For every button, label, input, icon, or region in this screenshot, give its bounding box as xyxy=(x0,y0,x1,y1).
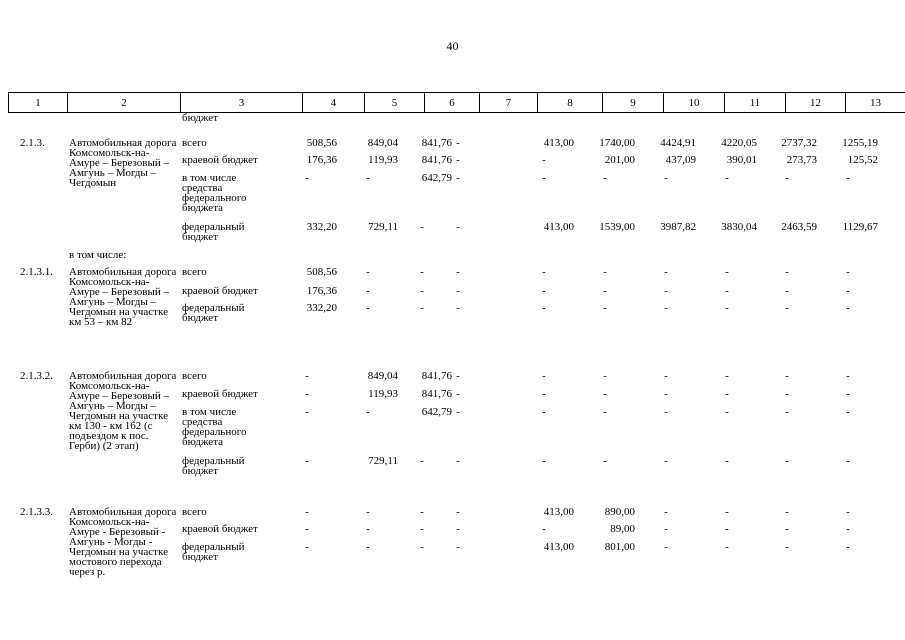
value-cell: - xyxy=(305,388,309,400)
value-cell: - xyxy=(664,388,668,400)
value-cell: - xyxy=(456,541,460,553)
value-cell: - xyxy=(456,221,460,233)
value-cell: - xyxy=(725,302,729,314)
value-cell: - xyxy=(785,388,789,400)
value-cell: - xyxy=(603,455,607,467)
value-cell: - xyxy=(420,541,424,553)
value-cell: 390,01 xyxy=(726,154,757,166)
value-cell: 801,00 xyxy=(604,541,635,553)
value-cell: - xyxy=(542,388,546,400)
value-cell: - xyxy=(785,266,789,278)
row-number: 2.1.3.1. xyxy=(20,266,53,278)
value-cell: - xyxy=(664,370,668,382)
value-cell: - xyxy=(420,506,424,518)
value-cell: - xyxy=(725,172,729,184)
value-cell: - xyxy=(542,285,546,297)
value-cell: - xyxy=(846,506,850,518)
header-col-8: 8 xyxy=(538,93,603,113)
header-col-9: 9 xyxy=(603,93,664,113)
funding-source: всего xyxy=(182,137,207,149)
value-cell: - xyxy=(846,541,850,553)
value-cell: - xyxy=(603,302,607,314)
header-col-10: 10 xyxy=(664,93,725,113)
value-cell: - xyxy=(456,388,460,400)
funding-source: всего xyxy=(182,370,207,382)
value-cell: - xyxy=(366,406,370,418)
value-cell: - xyxy=(725,285,729,297)
value-cell: - xyxy=(846,302,850,314)
value-cell: 1539,00 xyxy=(599,221,635,233)
value-cell: - xyxy=(725,388,729,400)
page-number: 40 xyxy=(446,39,459,53)
value-cell: - xyxy=(846,370,850,382)
funding-source: краевой бюджет xyxy=(182,154,258,166)
value-cell: - xyxy=(542,406,546,418)
value-cell: - xyxy=(456,455,460,467)
row-number: 2.1.3. xyxy=(20,137,45,149)
value-cell: 841,76 xyxy=(421,370,452,382)
row-number: 2.1.3.3. xyxy=(20,506,53,518)
funding-source: федеральный бюджет xyxy=(182,455,245,477)
value-cell: - xyxy=(664,455,668,467)
value-cell: 437,09 xyxy=(665,154,696,166)
header-col-4: 4 xyxy=(303,93,365,113)
value-cell: - xyxy=(603,406,607,418)
value-cell: - xyxy=(785,506,789,518)
value-cell: - xyxy=(603,266,607,278)
value-cell: - xyxy=(725,506,729,518)
value-cell: - xyxy=(366,523,370,535)
value-cell: - xyxy=(420,221,424,233)
value-cell: 119,93 xyxy=(368,154,398,166)
value-cell: - xyxy=(456,302,460,314)
value-cell: - xyxy=(456,506,460,518)
value-cell: 413,00 xyxy=(543,137,574,149)
header-col-7: 7 xyxy=(480,93,538,113)
funding-source: краевой бюджет xyxy=(182,285,258,297)
header-col-11: 11 xyxy=(725,93,786,113)
value-cell: 1129,67 xyxy=(842,221,878,233)
value-cell: - xyxy=(664,506,668,518)
funding-source: федеральный бюджет xyxy=(182,302,245,324)
value-cell: - xyxy=(725,370,729,382)
object-name: Автомобильная дорога Комсомольск-на-Амуре - Березовый - Амгунь - Могды - Чегдомын на участке мостового перехода через р. xyxy=(69,506,177,578)
value-cell: - xyxy=(456,406,460,418)
header-col-6: 6 xyxy=(425,93,480,113)
value-cell: - xyxy=(542,154,546,166)
value-cell: - xyxy=(785,523,789,535)
value-cell: - xyxy=(542,302,546,314)
value-cell: 508,56 xyxy=(306,266,337,278)
value-cell: 273,73 xyxy=(786,154,817,166)
value-cell: 89,00 xyxy=(610,523,635,535)
funding-source: всего xyxy=(182,266,207,278)
value-cell: - xyxy=(542,523,546,535)
object-name: Автомобильная дорога Комсомольск-на-Амуре – Березовый – Амгунь – Могды – Чегдомын на участке км 130 - км 162 (с подъездом к пос. Герби) (2 этап) xyxy=(69,370,177,452)
value-cell: - xyxy=(366,506,370,518)
value-cell: - xyxy=(846,266,850,278)
header-col-13: 13 xyxy=(846,93,905,113)
value-cell: - xyxy=(456,285,460,297)
value-cell: - xyxy=(785,455,789,467)
value-cell: - xyxy=(456,137,460,149)
header-col-3: 3 xyxy=(181,93,303,113)
object-name: Автомобильная дорога Комсомольск-на-Амуре – Березовый – Амгунь – Могды – Чегдомын на участке км 53 – км 82 xyxy=(69,266,177,328)
header-col-5: 5 xyxy=(365,93,425,113)
value-cell: 125,52 xyxy=(847,154,878,166)
header-col-2: 2 xyxy=(68,93,181,113)
funding-source: краевой бюджет xyxy=(182,523,258,535)
value-cell: - xyxy=(542,455,546,467)
value-cell: - xyxy=(456,523,460,535)
value-cell: - xyxy=(725,266,729,278)
value-cell: - xyxy=(785,370,789,382)
funding-source: федеральный бюджет xyxy=(182,541,245,563)
value-cell: - xyxy=(305,455,309,467)
value-cell: - xyxy=(603,388,607,400)
value-cell: - xyxy=(846,388,850,400)
value-cell: 413,00 xyxy=(543,541,574,553)
value-cell: - xyxy=(305,506,309,518)
value-cell: - xyxy=(305,523,309,535)
value-cell: - xyxy=(664,266,668,278)
funding-source: всего xyxy=(182,506,207,518)
value-cell: 201,00 xyxy=(604,154,635,166)
funding-source: краевой бюджет xyxy=(182,388,258,400)
value-cell: - xyxy=(785,302,789,314)
value-cell: - xyxy=(366,172,370,184)
value-cell: - xyxy=(305,541,309,553)
value-cell: 642,79 xyxy=(421,172,452,184)
value-cell: 2737,32 xyxy=(781,137,817,149)
value-cell: - xyxy=(603,172,607,184)
value-cell: - xyxy=(305,370,309,382)
value-cell: 119,93 xyxy=(368,388,398,400)
value-cell: 841,76 xyxy=(421,154,452,166)
value-cell: - xyxy=(456,154,460,166)
value-cell: 642,79 xyxy=(421,406,452,418)
object-name: Автомобильная дорога Комсомольск-на-Амуре – Березовый – Амгунь – Могды – Чегдомын xyxy=(69,137,177,189)
value-cell: - xyxy=(725,541,729,553)
value-cell: - xyxy=(846,285,850,297)
value-cell: - xyxy=(664,172,668,184)
value-cell: 3830,04 xyxy=(721,221,757,233)
value-cell: 3987,82 xyxy=(660,221,696,233)
value-cell: 849,04 xyxy=(367,137,398,149)
value-cell: 841,76 xyxy=(421,388,452,400)
value-cell: - xyxy=(846,406,850,418)
value-cell: 332,20 xyxy=(306,302,337,314)
value-cell: 849,04 xyxy=(367,370,398,382)
value-cell: - xyxy=(664,285,668,297)
value-cell: - xyxy=(420,285,424,297)
value-cell: - xyxy=(785,541,789,553)
value-cell: 176,36 xyxy=(306,285,337,297)
value-cell: - xyxy=(456,266,460,278)
value-cell: - xyxy=(785,172,789,184)
header-col-1: 1 xyxy=(9,93,68,113)
funding-source: в том числе средства федерального бюджета xyxy=(182,406,247,448)
value-cell: - xyxy=(846,523,850,535)
value-cell: - xyxy=(725,455,729,467)
value-cell: - xyxy=(305,406,309,418)
value-cell: 1255,19 xyxy=(842,137,878,149)
value-cell: - xyxy=(420,266,424,278)
value-cell: 176,36 xyxy=(306,154,337,166)
value-cell: - xyxy=(725,523,729,535)
value-cell: 729,11 xyxy=(368,221,398,233)
value-cell: - xyxy=(420,302,424,314)
value-cell: - xyxy=(785,406,789,418)
value-cell: - xyxy=(542,266,546,278)
value-cell: - xyxy=(603,370,607,382)
value-cell: 4220,05 xyxy=(721,137,757,149)
value-cell: - xyxy=(846,172,850,184)
header-col-12: 12 xyxy=(786,93,846,113)
value-cell: 890,00 xyxy=(604,506,635,518)
value-cell: - xyxy=(846,455,850,467)
value-cell: - xyxy=(785,285,789,297)
value-cell: 1740,00 xyxy=(599,137,635,149)
value-cell: - xyxy=(603,285,607,297)
value-cell: 841,76 xyxy=(421,137,452,149)
funding-source: федеральный бюджет xyxy=(182,221,245,243)
value-cell: - xyxy=(456,172,460,184)
section-label: в том числе: xyxy=(69,249,127,261)
value-cell: 413,00 xyxy=(543,506,574,518)
value-cell: 4424,91 xyxy=(660,137,696,149)
value-cell: - xyxy=(456,370,460,382)
value-cell: - xyxy=(366,285,370,297)
value-cell: 2463,59 xyxy=(781,221,817,233)
row-number: 2.1.3.2. xyxy=(20,370,53,382)
value-cell: - xyxy=(542,172,546,184)
value-cell: - xyxy=(366,266,370,278)
value-cell: 729,11 xyxy=(368,455,398,467)
value-cell: - xyxy=(366,541,370,553)
value-cell: 332,20 xyxy=(306,221,337,233)
funding-source: в том числе средства федерального бюджета xyxy=(182,172,247,214)
value-cell: - xyxy=(420,523,424,535)
value-cell: - xyxy=(664,406,668,418)
funding-source: бюджет xyxy=(182,112,218,124)
value-cell: - xyxy=(305,172,309,184)
value-cell: 413,00 xyxy=(543,221,574,233)
value-cell: - xyxy=(664,523,668,535)
value-cell: - xyxy=(664,541,668,553)
value-cell: - xyxy=(725,406,729,418)
value-cell: 508,56 xyxy=(306,137,337,149)
value-cell: - xyxy=(366,302,370,314)
value-cell: - xyxy=(420,455,424,467)
value-cell: - xyxy=(542,370,546,382)
value-cell: - xyxy=(664,302,668,314)
